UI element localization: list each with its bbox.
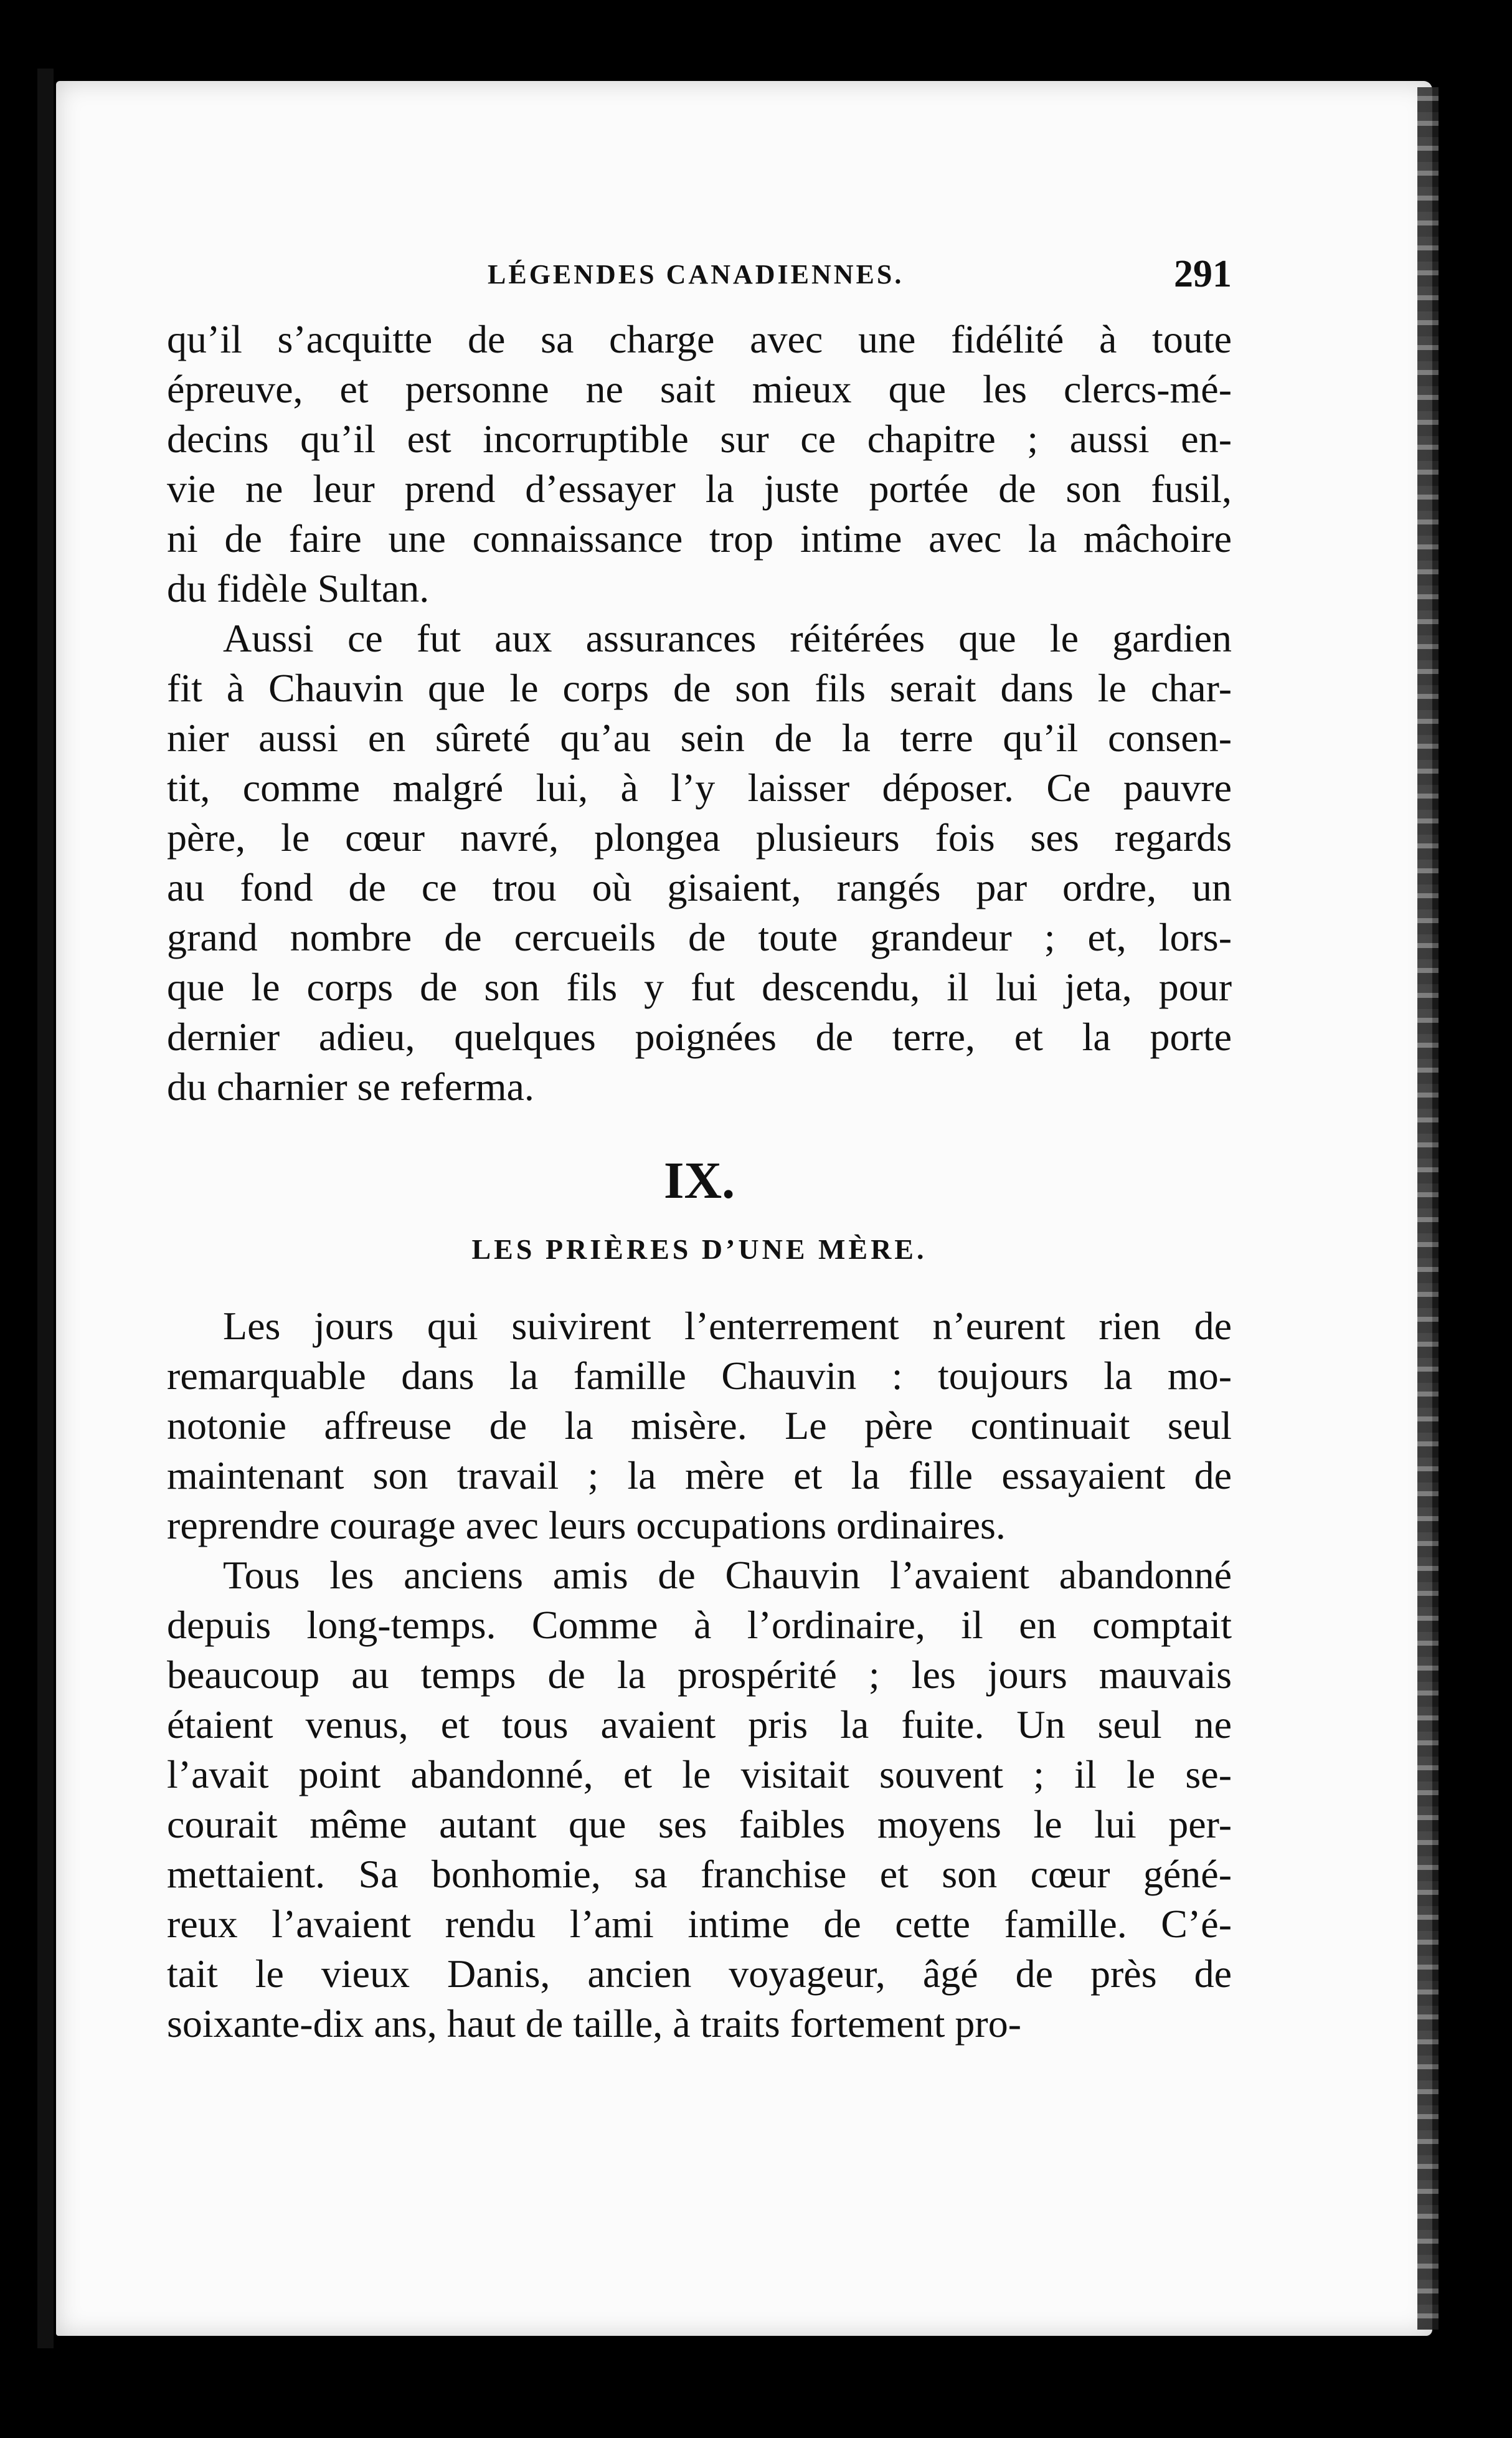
text-line: courait même autant que ses faibles moyens le lui per- — [167, 1802, 1232, 1846]
text-line: reprendre courage avec leurs occupations ordinaires. — [167, 1503, 1006, 1547]
text-line: père, le cœur navré, plongea plusieurs fois ses regards — [167, 815, 1232, 860]
page-number: 291 — [1174, 253, 1232, 295]
paragraph — [167, 1550, 1232, 2049]
text-line: Aussi ce fut aux assurances réitérées que le gardien — [223, 616, 1232, 660]
text-line: soixante-dix ans, haut de taille, à traits fortement pro- — [167, 2001, 1021, 2046]
text-line: fit à Chauvin que le corps de son fils serait dans le char- — [167, 666, 1232, 710]
text-line: nier aussi en sûreté qu’au sein de la terre qu’il consen- — [167, 716, 1232, 760]
text-line: remarquable dans la famille Chauvin : toujours la mo- — [167, 1354, 1232, 1398]
text-line: au fond de ce trou où gisaient, rangés par ordre, un — [167, 865, 1232, 909]
body-text-after-chapter — [167, 1301, 1232, 2049]
text-line: depuis long-temps. Comme à l’ordinaire, il en comptait — [167, 1603, 1232, 1647]
text-line: maintenant son travail ; la mère et la fille essayaient de — [167, 1453, 1232, 1497]
text-line: decins qu’il est incorruptible sur ce chapitre ; aussi en- — [167, 417, 1232, 461]
text-line: tait le vieux Danis, ancien voyageur, âgé de près de — [167, 1952, 1232, 1996]
text-line: épreuve, et personne ne sait mieux que les clercs-mé- — [167, 367, 1232, 411]
text-line: notonie affreuse de la misère. Le père continuait seul — [167, 1403, 1232, 1448]
text-line: ni de faire une connaissance trop intime avec la mâchoire — [167, 516, 1232, 561]
text-line: du fidèle Sultan. — [167, 566, 430, 610]
text-line: que le corps de son fils y fut descendu, il lui jeta, pour — [167, 965, 1232, 1009]
paragraph — [167, 614, 1232, 1112]
text-line: vie ne leur prend d’essayer la juste portée de son fusil, — [167, 467, 1232, 511]
text-line: Tous les anciens amis de Chauvin l’avaient abandonné — [223, 1553, 1232, 1597]
text-line: grand nombre de cercueils de toute grandeur ; et, lors- — [167, 915, 1232, 959]
chapter-title: LES PRIÈRES D’UNE MÈRE. — [471, 1233, 927, 1265]
body-text-before-chapter — [167, 315, 1232, 1112]
text-line: qu’il s’acquitte de sa charge avec une fidélité à toute — [167, 317, 1232, 361]
text-line: beaucoup au temps de la prospérité ; les jours mauvais — [167, 1653, 1232, 1697]
text-line: étaient venus, et tous avaient pris la fuite. Un seul ne — [167, 1702, 1232, 1747]
running-header — [167, 253, 1232, 315]
page-text-block — [167, 253, 1232, 2049]
text-line: dernier adieu, quelques poignées de terre, et la porte — [167, 1015, 1232, 1059]
text-line: l’avait point abandonné, et le visitait souvent ; il le se- — [167, 1752, 1232, 1796]
paragraph — [167, 1301, 1232, 1550]
text-line: mettaient. Sa bonhomie, sa franchise et son cœur géné- — [167, 1852, 1232, 1896]
text-line: reux l’avaient rendu l’ami intime de cette famille. C’é- — [167, 1902, 1232, 1946]
page-right-edge — [1417, 87, 1439, 2330]
book-binding-edge — [37, 69, 54, 2348]
running-title: LÉGENDES CANADIENNES. — [488, 259, 904, 290]
text-line: tit, comme malgré lui, à l’y laisser déposer. Ce pauvre — [167, 766, 1232, 810]
text-line: du charnier se referma. — [167, 1065, 534, 1109]
paragraph — [167, 315, 1232, 614]
text-line: Les jours qui suivirent l’enterrement n’eurent rien de — [223, 1304, 1232, 1348]
chapter-number: IX. — [663, 1152, 735, 1210]
